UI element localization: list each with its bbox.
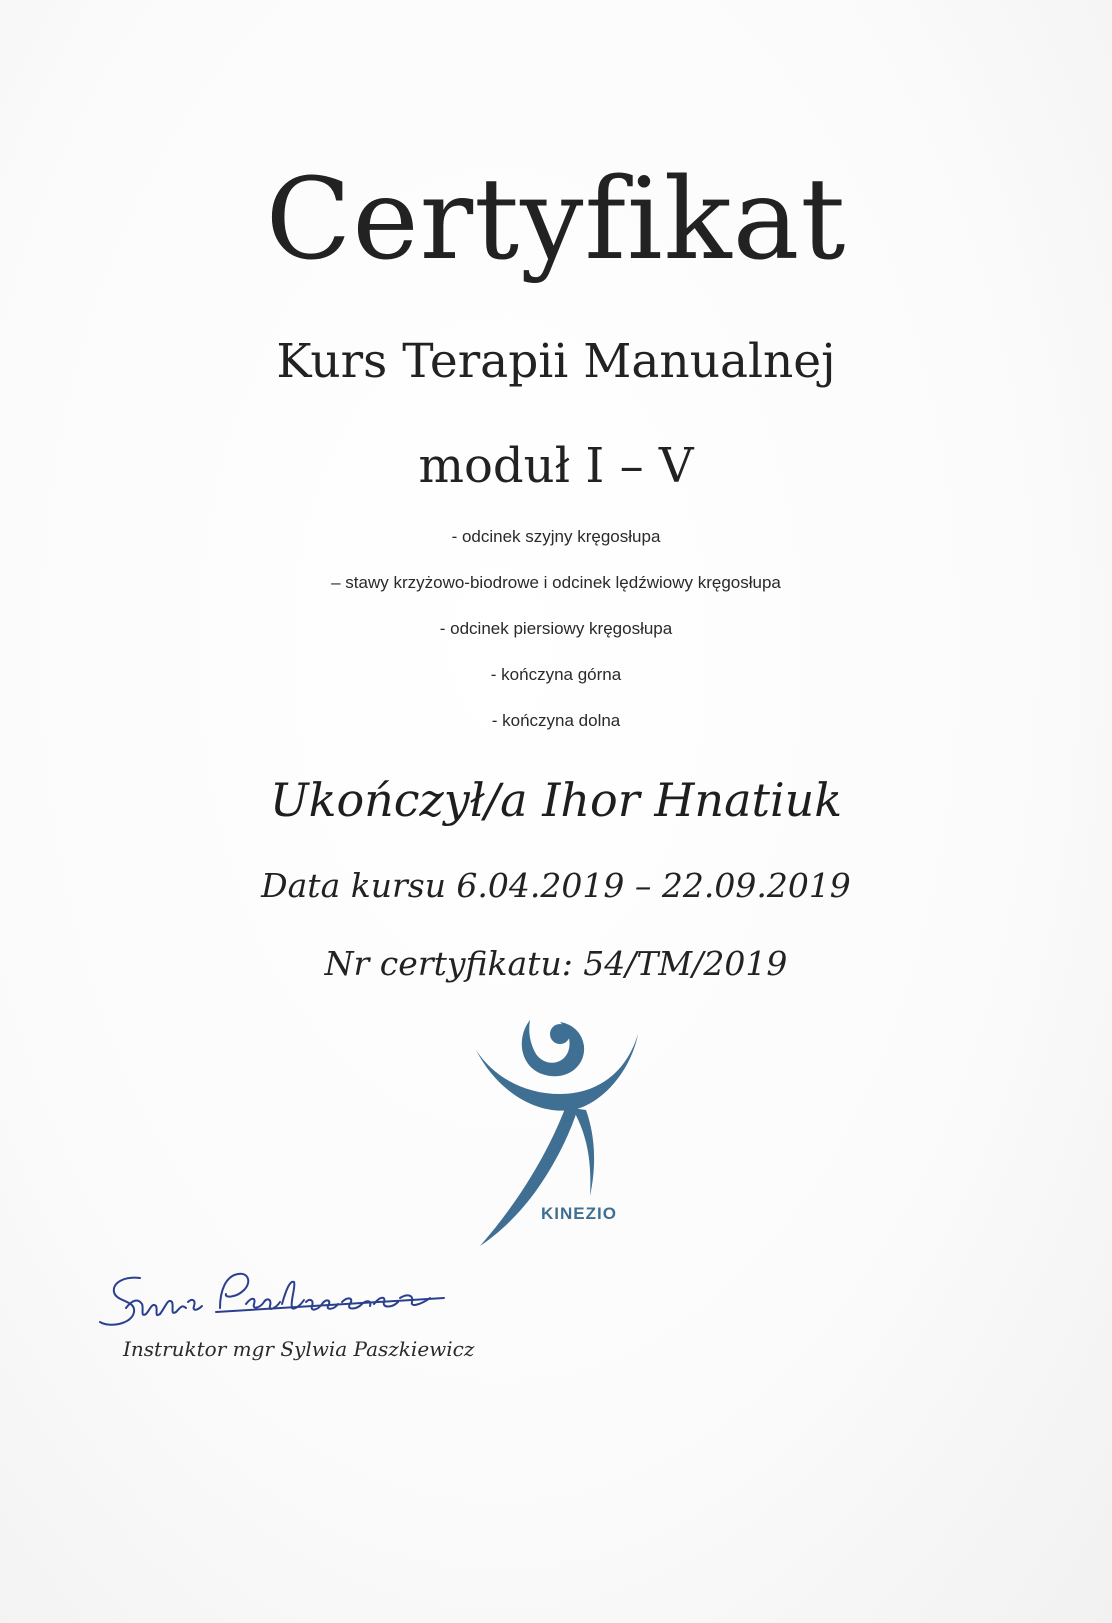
topic-item: - kończyna górna bbox=[490, 665, 622, 684]
signature-caption: Instruktor mgr Sylwia Paszkiewicz bbox=[123, 1337, 475, 1361]
kinezio-wordmark: KINEZIO bbox=[541, 1204, 617, 1223]
topic-item: - odcinek piersiowy kręgosłupa bbox=[439, 619, 673, 638]
topic-item: – stawy krzyżowo-biodrowe i odcinek lędźwiowy kręgosłupa bbox=[331, 573, 781, 592]
certificate-number: Nr certyfikatu: 54/TM/2019 bbox=[324, 944, 788, 983]
topic-item: - odcinek szyjny kręgosłupa bbox=[451, 527, 661, 546]
topic-list bbox=[0, 523, 1112, 753]
module-range: moduł I – V bbox=[418, 438, 694, 494]
course-dates: Data kursu 6.04.2019 – 22.09.2019 bbox=[261, 866, 851, 905]
graduate-line: Ukończył/a Ihor Hnatiuk bbox=[269, 773, 843, 827]
course-name: Kurs Terapii Manualnej bbox=[276, 334, 836, 389]
topic-item: - kończyna dolna bbox=[491, 711, 621, 730]
certificate-title: Certyfikat bbox=[265, 155, 847, 285]
